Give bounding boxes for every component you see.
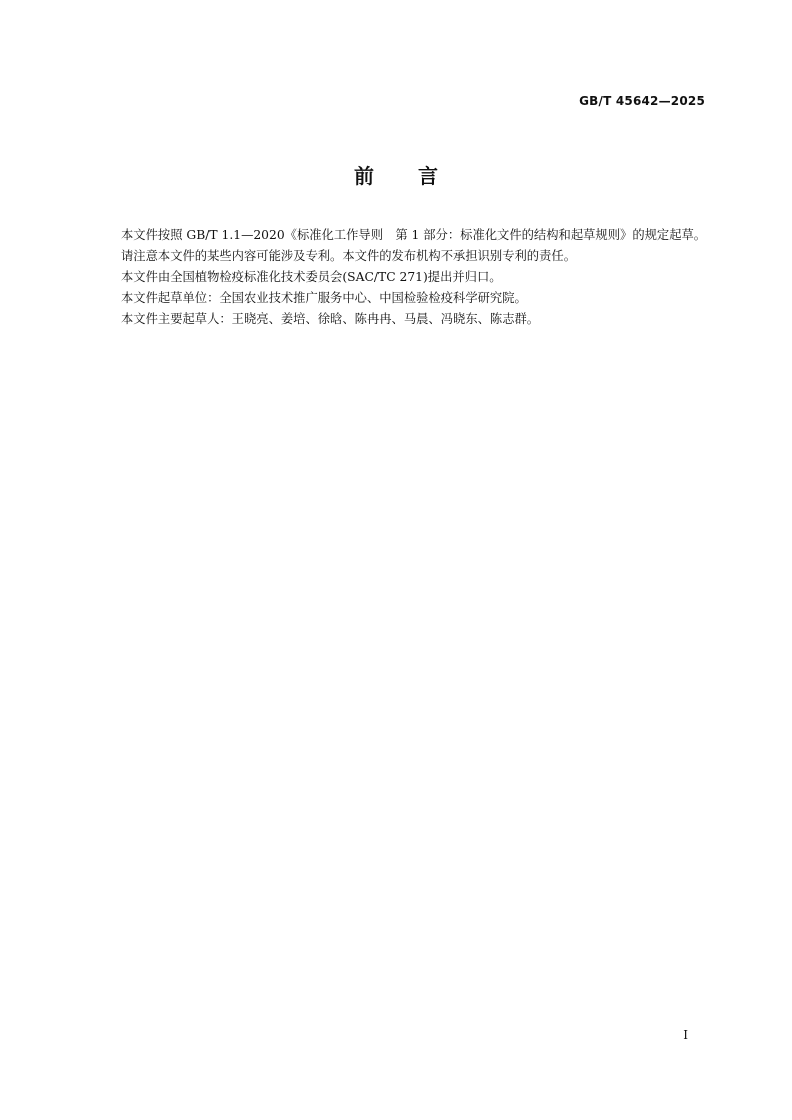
paragraph-proposed-by: 本文件由全国植物检疫标准化技术委员会(SAC/TC 271)提出并归口。	[121, 270, 502, 284]
page-title: 前言	[354, 164, 482, 188]
paragraph-drafting-units: 本文件起草单位：全国农业技术推广服务中心、中国检验检疫科学研究院。	[121, 291, 527, 305]
paragraph-patent-notice: 请注意本文件的某些内容可能涉及专利。本文件的发布机构不承担识别专利的责任。	[121, 249, 576, 263]
paragraph-drafting-rules: 本文件按照 GB/T 1.1—2020《标准化工作导则 第 1 部分：标准化文件的结构和起草规则》的规定起草。	[121, 228, 707, 242]
paragraph-drafters: 本文件主要起草人：王晓亮、姜培、徐晗、陈冉冉、马晨、冯晓东、陈志群。	[121, 312, 540, 326]
page-number: I	[683, 1028, 688, 1042]
standard-number: GB/T 45642—2025	[579, 94, 705, 108]
preface-content	[82, 225, 710, 330]
